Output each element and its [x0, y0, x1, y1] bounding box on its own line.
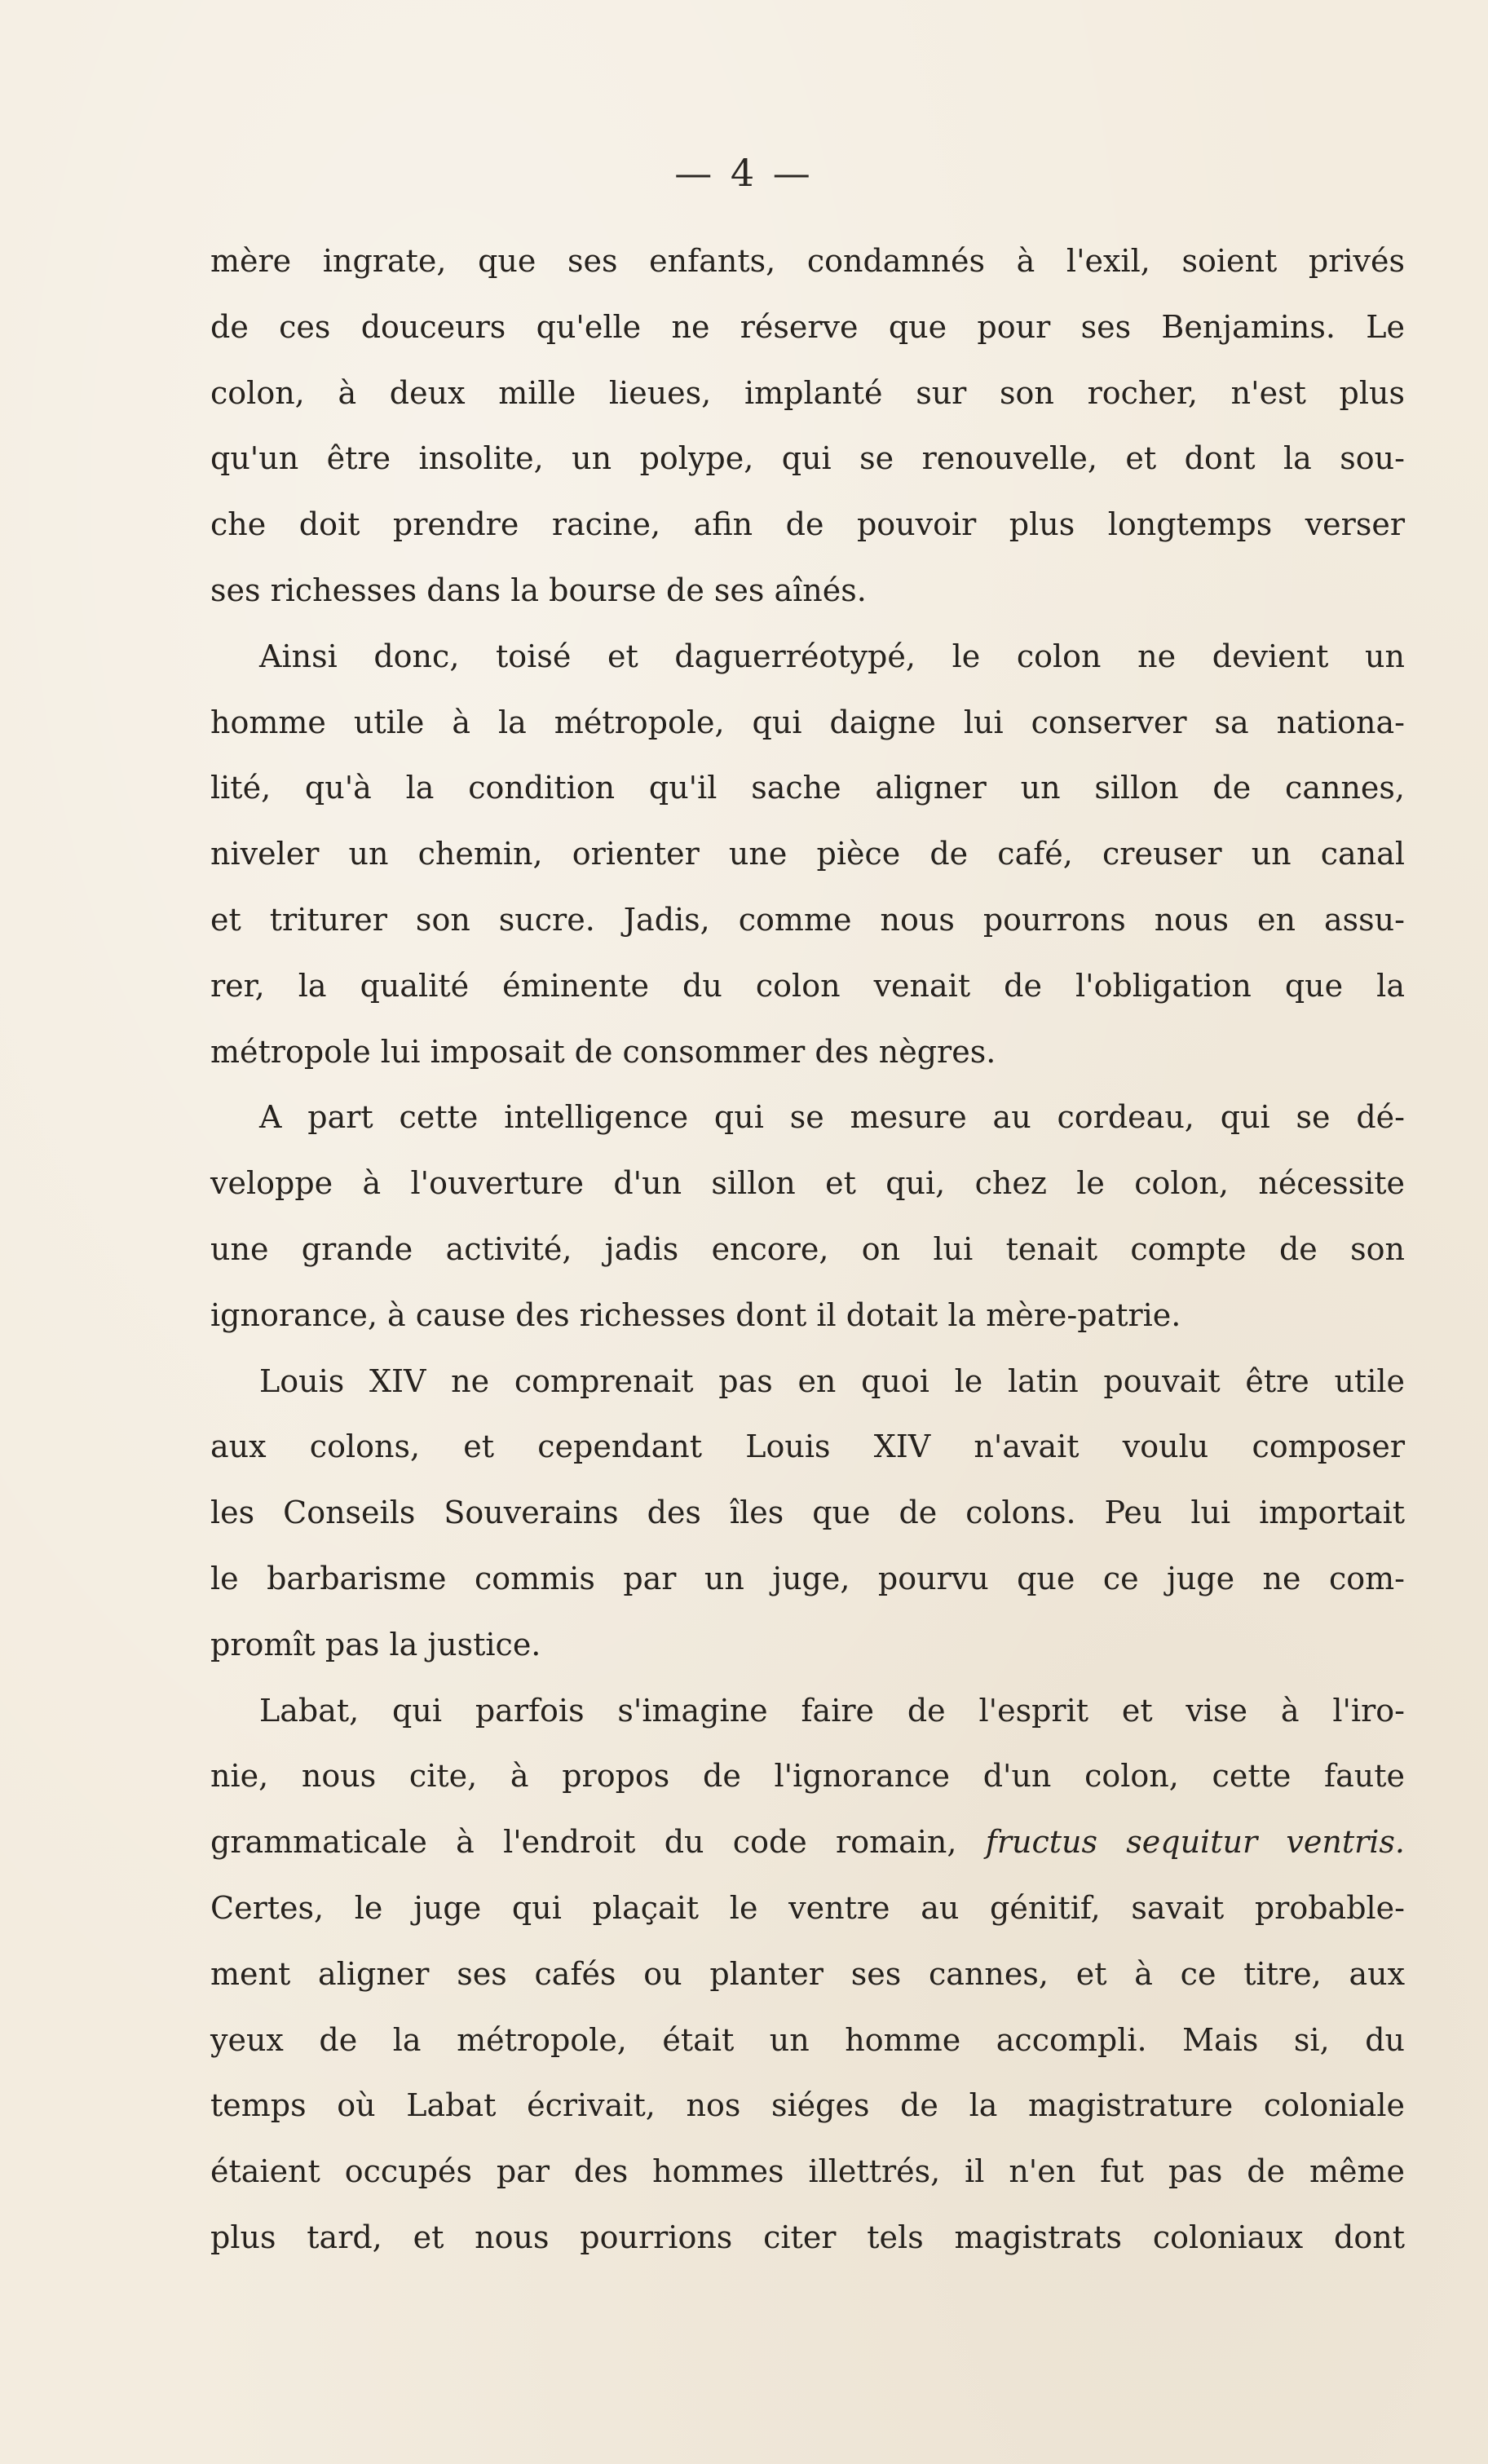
text-line — [210, 558, 1405, 624]
text-line — [210, 1612, 1405, 1678]
text-line — [210, 690, 1405, 756]
text-line — [210, 887, 1405, 953]
text-line-content: A part cette intelligence qui se mesure au cordeau, qui se dé- — [259, 1099, 1405, 1136]
text-line-content: niveler un chemin, orienter une pièce de café, creuser un canal — [210, 836, 1405, 872]
text-line-content: étaient occupés par des hommes illettrés, il n'en fut pas de même — [210, 2153, 1405, 2190]
body-text — [210, 228, 1405, 2271]
text-line — [210, 1349, 1405, 1415]
text-line — [210, 1150, 1405, 1217]
text-line — [210, 755, 1405, 821]
text-line-content: ment aligner ses cafés ou planter ses cannes, et à ce titre, aux — [210, 1955, 1405, 1992]
text-line — [210, 294, 1405, 360]
text-line — [210, 1809, 1405, 1875]
text-line — [210, 1941, 1405, 2007]
text-line-content: nie, nous cite, à propos de l'ignorance d'un colon, cette faute — [210, 1758, 1405, 1795]
text-line-content: Ainsi donc, toisé et daguerréotypé, le colon ne devient un — [259, 638, 1405, 674]
text-line-content: rer, la qualité éminente du colon venait de l'obligation que la — [210, 967, 1405, 1004]
text-line — [210, 426, 1405, 492]
text-line — [210, 1743, 1405, 1809]
text-line — [210, 1217, 1405, 1283]
text-line-content: métropole lui imposait de consommer des nègres. — [210, 1033, 996, 1070]
text-line — [210, 2007, 1405, 2073]
text-line — [210, 821, 1405, 887]
text-line-content: ignorance, à cause des richesses dont il dotait la mère-patrie. — [210, 1296, 1181, 1333]
text-line — [210, 2073, 1405, 2139]
page-number: — 4 — — [674, 151, 814, 195]
text-line-content: Certes, le juge qui plaçait le ventre au génitif, savait probable- — [210, 1889, 1405, 1926]
text-line — [210, 2205, 1405, 2271]
text-line — [210, 1283, 1405, 1349]
text-line — [210, 953, 1405, 1019]
text-line — [210, 360, 1405, 426]
text-line — [210, 1414, 1405, 1480]
text-line-content: mère ingrate, que ses enfants, condamnés à l'exil, soient privés — [210, 243, 1405, 279]
text-line-content: et triturer son sucre. Jadis, comme nous pourrons nous en assu- — [210, 901, 1405, 938]
text-line-content: ses richesses dans la bourse de ses aînés. — [210, 572, 867, 608]
text-line — [210, 1546, 1405, 1612]
text-line — [210, 1480, 1405, 1546]
text-line-content: grammaticale à l'endroit du code romain, — [210, 1824, 986, 1861]
text-line — [210, 1678, 1405, 1744]
text-line — [210, 2139, 1405, 2205]
text-line — [210, 492, 1405, 558]
text-line — [210, 1875, 1405, 1941]
text-line-content: plus tard, et nous pourrions citer tels magistrats coloniaux dont — [210, 2219, 1405, 2255]
text-line-content: homme utile à la métropole, qui daigne lui conserver sa nationa- — [210, 704, 1405, 740]
text-line — [210, 624, 1405, 690]
text-line-content: che doit prendre racine, afin de pouvoir plus longtemps verser — [210, 506, 1405, 543]
text-line-content: promît pas la justice. — [210, 1626, 541, 1663]
text-line-content: colon, à deux mille lieues, implanté sur son rocher, n'est plus — [210, 374, 1405, 411]
italic-phrase: fructus sequitur ventris. — [985, 1824, 1405, 1861]
text-line-content: temps où Labat écrivait, nos siéges de la magistrature coloniale — [210, 2087, 1405, 2124]
text-line-content: yeux de la métropole, était un homme accompli. Mais si, du — [210, 2021, 1405, 2058]
text-line — [210, 228, 1405, 294]
text-line-content: lité, qu'à la condition qu'il sache aligner un sillon de cannes, — [210, 770, 1405, 806]
text-line — [210, 1019, 1405, 1085]
text-line-content: veloppe à l'ouverture d'un sillon et qui, chez le colon, nécessite — [210, 1165, 1405, 1202]
text-line-content: une grande activité, jadis encore, on lui tenait compte de son — [210, 1230, 1405, 1267]
text-line-content: les Conseils Souverains des îles que de colons. Peu lui importait — [210, 1495, 1405, 1531]
text-line-content: de ces douceurs qu'elle ne réserve que pour ses Benjamins. Le — [210, 308, 1405, 345]
text-line-content: Labat, qui parfois s'imagine faire de l'esprit et vise à l'iro- — [259, 1692, 1405, 1729]
text-line-content: Louis XIV ne comprenait pas en quoi le latin pouvait être utile — [259, 1362, 1405, 1399]
text-line-content: qu'un être insolite, un polype, qui se renouvelle, et dont la sou- — [210, 440, 1405, 477]
text-line — [210, 1084, 1405, 1150]
text-line-content: aux colons, et cependant Louis XIV n'avait voulu composer — [210, 1429, 1405, 1465]
text-line-content: le barbarisme commis par un juge, pourvu que ce juge ne com- — [210, 1560, 1405, 1596]
